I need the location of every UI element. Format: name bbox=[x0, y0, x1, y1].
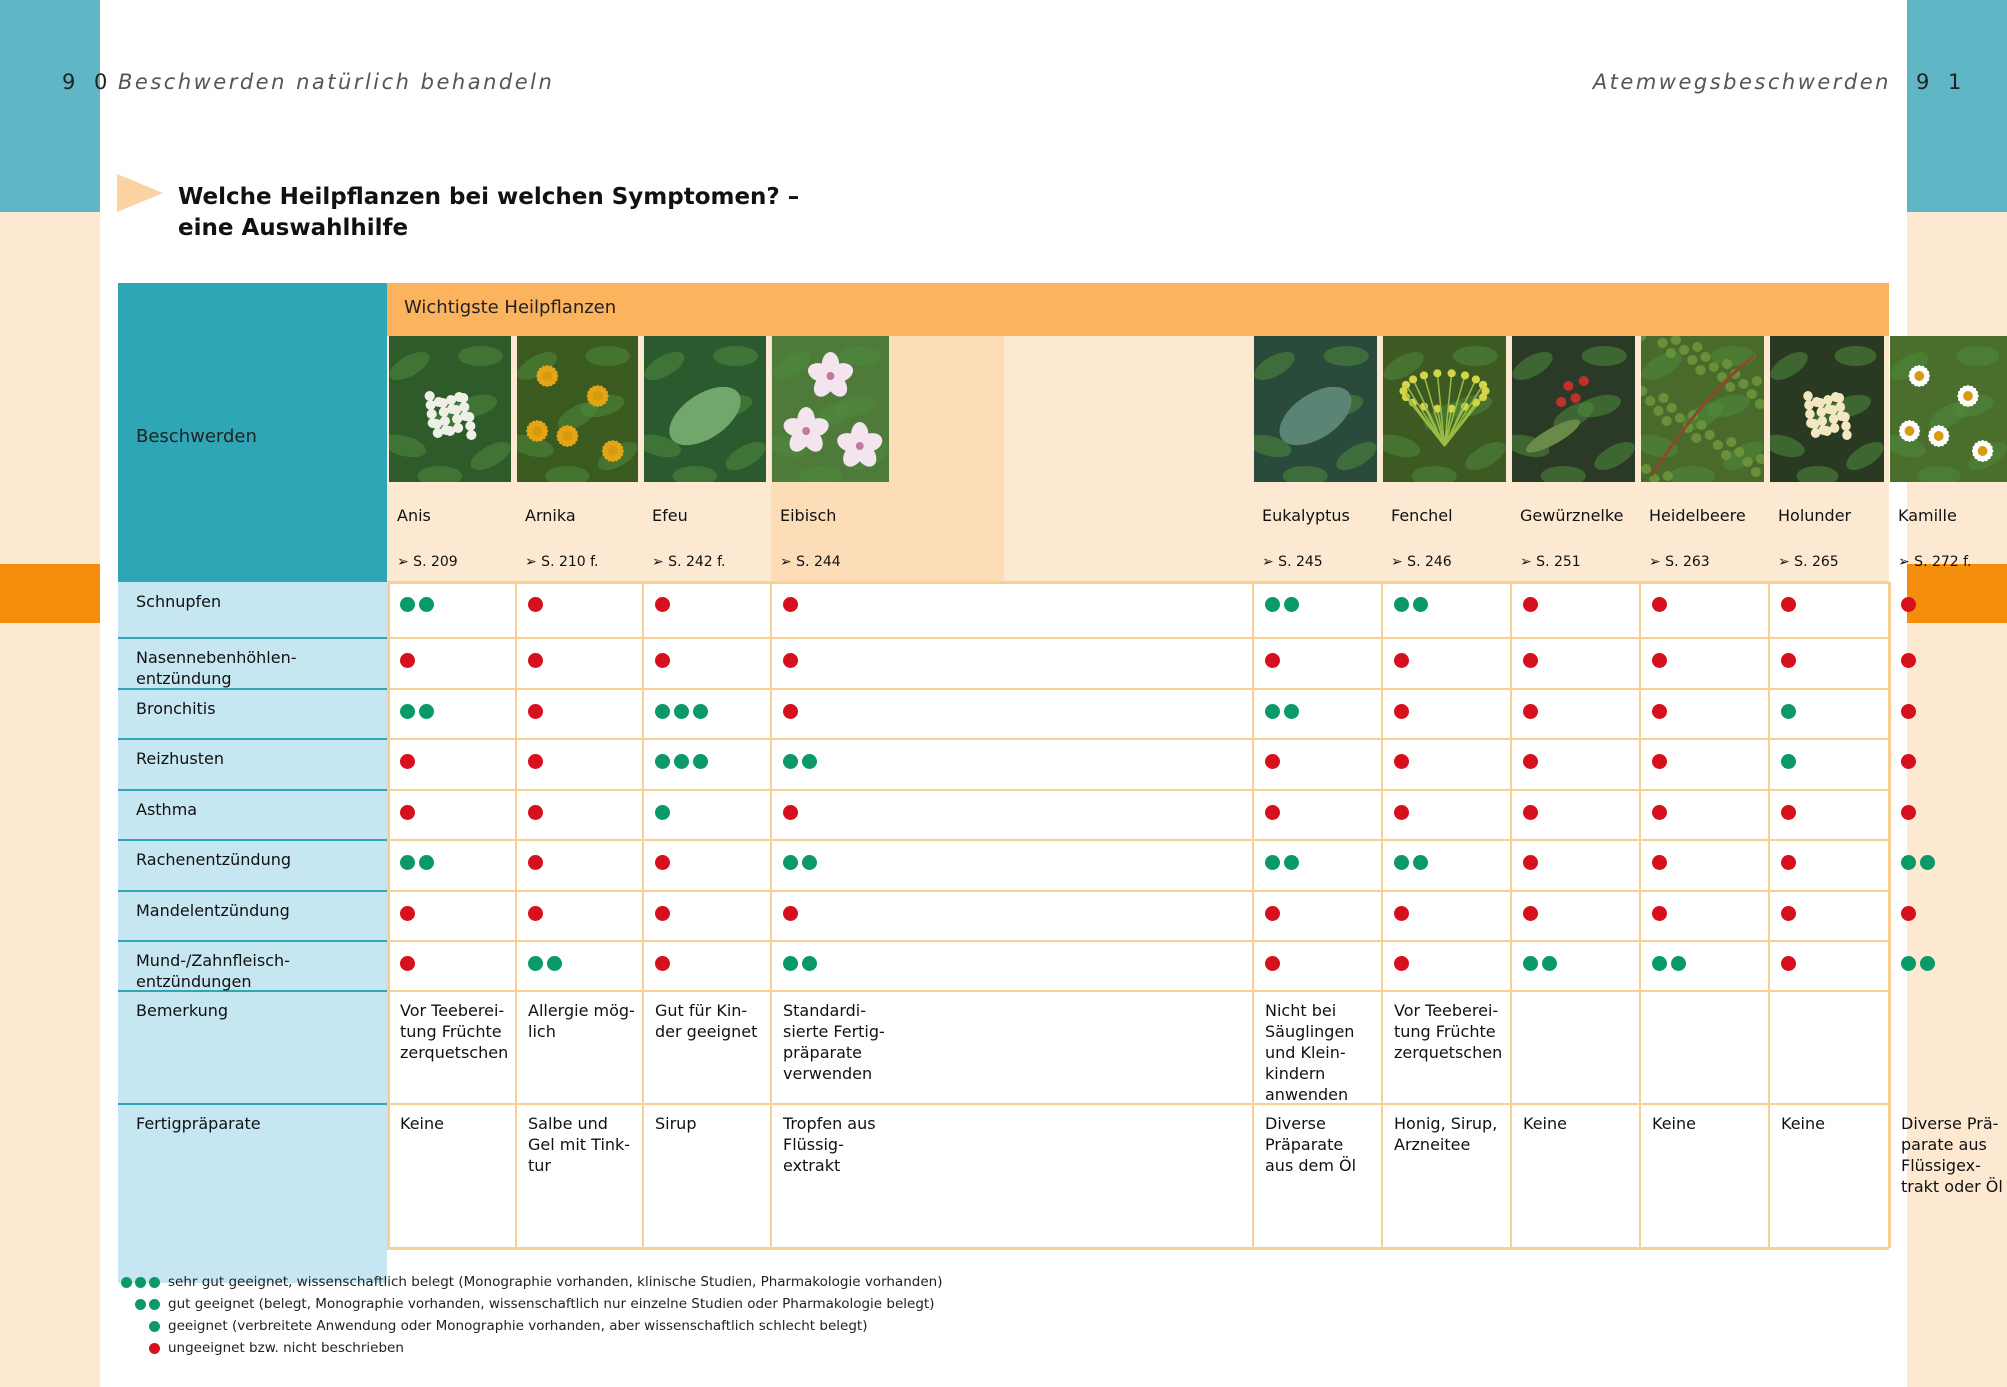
rating-dots bbox=[528, 805, 543, 820]
unsuitable-dot-icon bbox=[1652, 704, 1667, 719]
suitable-dot-icon bbox=[1284, 704, 1299, 719]
rating-dots bbox=[655, 805, 670, 820]
rating-dots bbox=[1265, 754, 1280, 769]
unsuitable-dot-icon bbox=[1265, 906, 1280, 921]
suitable-dot-icon bbox=[1394, 597, 1409, 612]
unsuitable-dot-icon bbox=[1652, 805, 1667, 820]
unsuitable-dot-icon bbox=[1901, 805, 1916, 820]
suitable-dot-icon bbox=[802, 956, 817, 971]
right-page-number: 9 1 bbox=[1916, 70, 1968, 94]
rating-dots bbox=[1901, 855, 1935, 870]
kamille-photo bbox=[1890, 336, 2007, 482]
rating-dots bbox=[1781, 855, 1796, 870]
suitable-dot-icon bbox=[1901, 855, 1916, 870]
fenchel-photo bbox=[1383, 336, 1506, 482]
rating-dots bbox=[1523, 653, 1538, 668]
rating-dots bbox=[400, 855, 434, 870]
right-margin-teal bbox=[1907, 0, 2007, 212]
suitable-dot-icon bbox=[1781, 704, 1796, 719]
legend-dots bbox=[118, 1321, 160, 1332]
plant-page-ref: ➢ S. 265 bbox=[1778, 554, 1839, 570]
product-cell: Keine bbox=[1652, 1114, 1696, 1133]
remark-cell: Allergie mög- lich bbox=[528, 1001, 635, 1041]
unsuitable-dot-icon bbox=[1781, 855, 1796, 870]
unsuitable-dot-icon bbox=[1394, 805, 1409, 820]
unsuitable-dot-icon bbox=[655, 906, 670, 921]
gewuerznelke-photo bbox=[1512, 336, 1635, 482]
symptom-label: Rachenentzündung bbox=[136, 850, 292, 869]
rating-dots bbox=[528, 653, 543, 668]
unsuitable-dot-icon bbox=[783, 704, 798, 719]
rating-dots bbox=[1901, 906, 1916, 921]
rating-dots bbox=[783, 597, 798, 612]
rating-dots bbox=[783, 906, 798, 921]
rating-dots bbox=[1652, 704, 1667, 719]
unsuitable-dot-icon bbox=[1901, 653, 1916, 668]
suitable-dot-icon bbox=[1652, 956, 1667, 971]
grid-hline bbox=[387, 839, 1889, 841]
symptom-label: Mund-/Zahnfleisch- entzündungen bbox=[136, 951, 290, 991]
unsuitable-dot-icon bbox=[1265, 653, 1280, 668]
unsuitable-dot-icon bbox=[1265, 754, 1280, 769]
unsuitable-dot-icon bbox=[1652, 906, 1667, 921]
row-header-divider bbox=[118, 1103, 387, 1105]
suitable-dot-icon bbox=[693, 754, 708, 769]
suitable-dot-icon bbox=[1901, 956, 1916, 971]
grid-hline bbox=[387, 637, 1889, 639]
unsuitable-dot-icon bbox=[1523, 597, 1538, 612]
rating-dots bbox=[1523, 704, 1538, 719]
grid-hline bbox=[387, 789, 1889, 791]
rating-dots bbox=[1781, 805, 1796, 820]
row-header-divider bbox=[118, 940, 387, 942]
suitable-dot-icon bbox=[419, 597, 434, 612]
suitable-dot-icon bbox=[419, 855, 434, 870]
rating-dots bbox=[400, 805, 415, 820]
symptom-label: Bronchitis bbox=[136, 699, 216, 718]
unsuitable-dot-icon bbox=[528, 597, 543, 612]
unsuitable-dot-icon bbox=[783, 805, 798, 820]
rating-dots bbox=[400, 956, 415, 971]
rating-dots bbox=[1901, 597, 1916, 612]
plant-name: Anis bbox=[397, 506, 431, 525]
unsuitable-dot-icon bbox=[1523, 653, 1538, 668]
suitable-dot-icon bbox=[802, 754, 817, 769]
suitable-dot-icon bbox=[149, 1299, 160, 1310]
suitable-dot-icon bbox=[1413, 597, 1428, 612]
row-header-divider bbox=[118, 738, 387, 740]
plants-header-label: Wichtigste Heilpflanzen bbox=[404, 297, 617, 318]
rating-dots bbox=[1652, 754, 1667, 769]
unsuitable-dot-icon bbox=[528, 855, 543, 870]
heidelbeere-photo bbox=[1641, 336, 1764, 482]
rating-dots bbox=[528, 704, 543, 719]
left-page-number: 9 0 bbox=[62, 70, 114, 94]
page-title bbox=[178, 182, 799, 244]
legend-text: gut geeignet (belegt, Monographie vorhanden, wissenschaftlich nur einzelne Studien oder Pharmakologie belegt) bbox=[168, 1296, 935, 1312]
rating-dots bbox=[400, 704, 434, 719]
suitable-dot-icon bbox=[400, 855, 415, 870]
right-margin-orange-band bbox=[1907, 564, 2007, 623]
grid-hline bbox=[387, 1103, 1889, 1105]
left-running-title: Beschwerden natürlich behandeln bbox=[118, 70, 555, 94]
grid-vline bbox=[515, 582, 517, 1248]
suitable-dot-icon bbox=[783, 956, 798, 971]
plant-page-ref: ➢ S. 244 bbox=[780, 554, 841, 570]
unsuitable-dot-icon bbox=[528, 906, 543, 921]
plant-name: Eibisch bbox=[780, 506, 837, 525]
grid-vline bbox=[1888, 582, 1891, 1248]
legend-dots bbox=[118, 1277, 160, 1288]
rating-dots bbox=[1394, 754, 1409, 769]
rating-dots bbox=[1394, 805, 1409, 820]
row-header-divider bbox=[118, 789, 387, 791]
grid-vline bbox=[1510, 582, 1512, 1248]
plant-page-ref: ➢ S. 263 bbox=[1649, 554, 1710, 570]
rating-dots bbox=[1523, 597, 1538, 612]
rating-dots bbox=[1781, 754, 1796, 769]
plant-page-ref: ➢ S. 209 bbox=[397, 554, 458, 570]
rating-dots bbox=[655, 597, 670, 612]
unsuitable-dot-icon bbox=[528, 805, 543, 820]
unsuitable-dot-icon bbox=[528, 653, 543, 668]
plant-name: Holunder bbox=[1778, 506, 1852, 525]
suitable-dot-icon bbox=[419, 704, 434, 719]
right-running-title: Atemwegsbeschwerden bbox=[1592, 70, 1891, 94]
grid-hline bbox=[387, 940, 1889, 942]
suitable-dot-icon bbox=[655, 754, 670, 769]
suitable-dot-icon bbox=[1781, 754, 1796, 769]
unsuitable-dot-icon bbox=[1781, 805, 1796, 820]
suitable-dot-icon bbox=[149, 1321, 160, 1332]
unsuitable-dot-icon bbox=[528, 754, 543, 769]
rating-dots bbox=[1265, 704, 1299, 719]
rating-dots bbox=[1523, 805, 1538, 820]
legend-text: geeignet (verbreitete Anwendung oder Monographie vorhanden, aber wissenschaftlich schlecht belegt) bbox=[168, 1318, 868, 1334]
grid-vline bbox=[387, 582, 390, 1248]
rating-dots bbox=[1265, 597, 1299, 612]
rating-dots bbox=[655, 956, 670, 971]
suitable-dot-icon bbox=[783, 855, 798, 870]
suitable-dot-icon bbox=[1671, 956, 1686, 971]
suitable-dot-icon bbox=[1284, 597, 1299, 612]
plant-page-ref: ➢ S. 251 bbox=[1520, 554, 1581, 570]
unsuitable-dot-icon bbox=[783, 906, 798, 921]
grid-hline bbox=[387, 990, 1889, 992]
plant-name: Efeu bbox=[652, 506, 688, 525]
product-cell: Diverse Präparate aus dem Öl bbox=[1265, 1114, 1357, 1175]
left-margin-teal bbox=[0, 0, 100, 212]
suitable-dot-icon bbox=[655, 805, 670, 820]
legend-item bbox=[118, 1318, 867, 1334]
rating-dots bbox=[783, 956, 817, 971]
rating-dots bbox=[1394, 597, 1428, 612]
rating-dots bbox=[400, 906, 415, 921]
unsuitable-dot-icon bbox=[1394, 956, 1409, 971]
efeu-photo bbox=[644, 336, 766, 482]
legend-item bbox=[118, 1296, 934, 1312]
unsuitable-dot-icon bbox=[1901, 597, 1916, 612]
unsuitable-dot-icon bbox=[1523, 855, 1538, 870]
unsuitable-dot-icon bbox=[400, 754, 415, 769]
plant-name: Fenchel bbox=[1391, 506, 1453, 525]
rating-dots bbox=[1652, 653, 1667, 668]
suitable-dot-icon bbox=[400, 704, 415, 719]
plant-page-ref: ➢ S. 210 f. bbox=[525, 554, 599, 570]
plant-page-ref: ➢ S. 242 f. bbox=[652, 554, 726, 570]
plant-page-ref: ➢ S. 245 bbox=[1262, 554, 1323, 570]
suitable-dot-icon bbox=[674, 754, 689, 769]
unsuitable-dot-icon bbox=[149, 1343, 160, 1354]
grid-vline bbox=[770, 582, 772, 1248]
unsuitable-dot-icon bbox=[1652, 754, 1667, 769]
legend-item bbox=[118, 1274, 942, 1290]
rating-dots bbox=[1265, 855, 1299, 870]
symptom-label: Schnupfen bbox=[136, 592, 222, 611]
rating-dots bbox=[1394, 704, 1409, 719]
rating-dots bbox=[1781, 653, 1796, 668]
unsuitable-dot-icon bbox=[1781, 653, 1796, 668]
legend-dots bbox=[118, 1343, 160, 1354]
unsuitable-dot-icon bbox=[528, 704, 543, 719]
unsuitable-dot-icon bbox=[1394, 906, 1409, 921]
suitable-dot-icon bbox=[1542, 956, 1557, 971]
symptom-label: Nasennebenhöhlen- entzündung bbox=[136, 648, 297, 688]
left-margin-orange-band bbox=[0, 564, 100, 623]
remark-cell: Vor Teeberei- tung Früchte zerquetschen bbox=[400, 1001, 509, 1062]
unsuitable-dot-icon bbox=[1901, 704, 1916, 719]
grid-hline bbox=[387, 1247, 1889, 1250]
rating-dots bbox=[655, 754, 708, 769]
rating-dots bbox=[1394, 906, 1409, 921]
suitable-dot-icon bbox=[528, 956, 543, 971]
unsuitable-dot-icon bbox=[1901, 754, 1916, 769]
rating-dots bbox=[1523, 754, 1538, 769]
product-cell: Keine bbox=[400, 1114, 444, 1133]
grid-hline bbox=[387, 890, 1889, 892]
row-header-divider bbox=[118, 890, 387, 892]
unsuitable-dot-icon bbox=[1523, 754, 1538, 769]
rating-dots bbox=[1652, 597, 1667, 612]
unsuitable-dot-icon bbox=[1394, 704, 1409, 719]
remark-label: Bemerkung bbox=[136, 1001, 229, 1020]
eukalyptus-photo bbox=[1254, 336, 1377, 482]
suitable-dot-icon bbox=[1394, 855, 1409, 870]
rating-dots bbox=[1523, 855, 1538, 870]
plant-name: Gewürznelke bbox=[1520, 506, 1624, 525]
plant-name: Eukalyptus bbox=[1262, 506, 1350, 525]
product-cell: Keine bbox=[1781, 1114, 1825, 1133]
rating-dots bbox=[1781, 906, 1796, 921]
unsuitable-dot-icon bbox=[1652, 597, 1667, 612]
unsuitable-dot-icon bbox=[783, 597, 798, 612]
rating-dots bbox=[1652, 805, 1667, 820]
row-header-divider bbox=[118, 637, 387, 639]
grid-vline bbox=[1252, 582, 1254, 1248]
rating-dots bbox=[528, 597, 543, 612]
rating-dots bbox=[783, 855, 817, 870]
suitable-dot-icon bbox=[547, 956, 562, 971]
symptom-label: Asthma bbox=[136, 800, 198, 819]
rating-dots bbox=[1781, 956, 1796, 971]
rating-dots bbox=[1652, 855, 1667, 870]
symptom-label: Mandelentzündung bbox=[136, 901, 290, 920]
page-title-line-1: Welche Heilpflanzen bei welchen Symptomen? – bbox=[178, 184, 800, 210]
rating-dots bbox=[783, 653, 798, 668]
grid-hline bbox=[387, 581, 1889, 584]
product-cell: Diverse Prä- parate aus Flüssigex- trakt oder Öl bbox=[1901, 1114, 2003, 1196]
suitable-dot-icon bbox=[1413, 855, 1428, 870]
rating-dots bbox=[528, 754, 543, 769]
grid-vline bbox=[1768, 582, 1770, 1248]
unsuitable-dot-icon bbox=[1901, 906, 1916, 921]
rating-dots bbox=[1265, 906, 1280, 921]
suitable-dot-icon bbox=[1920, 956, 1935, 971]
eibisch-photo bbox=[772, 336, 889, 482]
unsuitable-dot-icon bbox=[655, 653, 670, 668]
suitable-dot-icon bbox=[135, 1299, 146, 1310]
suitable-dot-icon bbox=[1920, 855, 1935, 870]
rating-dots bbox=[655, 855, 670, 870]
plant-page-ref: ➢ S. 246 bbox=[1391, 554, 1452, 570]
rating-dots bbox=[528, 906, 543, 921]
suitable-dot-icon bbox=[149, 1277, 160, 1288]
plant-page-ref: ➢ S. 272 f. bbox=[1898, 554, 1972, 570]
products-label: Fertigpräparate bbox=[136, 1114, 261, 1133]
suitable-dot-icon bbox=[655, 704, 670, 719]
legend-text: ungeeignet bzw. nicht beschrieben bbox=[168, 1340, 404, 1356]
title-arrow-icon bbox=[117, 174, 163, 212]
suitable-dot-icon bbox=[121, 1277, 132, 1288]
unsuitable-dot-icon bbox=[783, 653, 798, 668]
row-header-divider bbox=[118, 839, 387, 841]
suitable-dot-icon bbox=[693, 704, 708, 719]
rating-dots bbox=[1523, 956, 1557, 971]
rating-dots bbox=[1901, 805, 1916, 820]
unsuitable-dot-icon bbox=[400, 653, 415, 668]
suitable-dot-icon bbox=[1265, 855, 1280, 870]
plant-name: Heidelbeere bbox=[1649, 506, 1746, 525]
rating-dots bbox=[655, 704, 708, 719]
unsuitable-dot-icon bbox=[1652, 855, 1667, 870]
rating-dots bbox=[400, 754, 415, 769]
remark-cell: Nicht bei Säuglingen und Klein- kindern anwenden bbox=[1265, 1001, 1355, 1104]
row-header-label: Beschwerden bbox=[136, 426, 257, 447]
symptom-label: Reizhusten bbox=[136, 749, 224, 768]
suitable-dot-icon bbox=[1284, 855, 1299, 870]
rating-dots bbox=[528, 855, 543, 870]
rating-dots bbox=[400, 653, 415, 668]
plant-name: Kamille bbox=[1898, 506, 1957, 525]
unsuitable-dot-icon bbox=[1523, 906, 1538, 921]
plant-name: Arnika bbox=[525, 506, 576, 525]
rating-dots bbox=[655, 906, 670, 921]
rating-dots bbox=[1901, 653, 1916, 668]
arnika-photo bbox=[517, 336, 638, 482]
grid-hline bbox=[387, 688, 1889, 690]
suitable-dot-icon bbox=[783, 754, 798, 769]
grid-vline bbox=[642, 582, 644, 1248]
unsuitable-dot-icon bbox=[1781, 956, 1796, 971]
rating-dots bbox=[1901, 754, 1916, 769]
legend-dots bbox=[118, 1299, 160, 1310]
rating-dots bbox=[1652, 906, 1667, 921]
unsuitable-dot-icon bbox=[400, 956, 415, 971]
unsuitable-dot-icon bbox=[1523, 704, 1538, 719]
grid-vline bbox=[1639, 582, 1641, 1248]
unsuitable-dot-icon bbox=[1523, 805, 1538, 820]
unsuitable-dot-icon bbox=[655, 956, 670, 971]
remark-cell: Standardi- sierte Fertig- präparate verwenden bbox=[783, 1001, 885, 1083]
product-cell: Tropfen aus Flüssig- extrakt bbox=[783, 1114, 876, 1175]
unsuitable-dot-icon bbox=[1265, 805, 1280, 820]
unsuitable-dot-icon bbox=[400, 906, 415, 921]
rating-dots bbox=[1781, 704, 1796, 719]
rating-dots bbox=[1394, 956, 1409, 971]
rating-dots bbox=[400, 597, 434, 612]
rating-dots bbox=[1901, 956, 1935, 971]
anis-photo bbox=[389, 336, 511, 482]
rating-dots bbox=[1652, 956, 1686, 971]
rating-dots bbox=[783, 805, 798, 820]
product-cell: Sirup bbox=[655, 1114, 697, 1133]
rating-dots bbox=[783, 704, 798, 719]
rating-dots bbox=[1394, 855, 1428, 870]
rating-dots bbox=[528, 956, 562, 971]
rating-dots bbox=[1523, 906, 1538, 921]
product-cell: Keine bbox=[1523, 1114, 1567, 1133]
suitable-dot-icon bbox=[1523, 956, 1538, 971]
rating-dots bbox=[1265, 805, 1280, 820]
product-cell: Salbe und Gel mit Tink- tur bbox=[528, 1114, 631, 1175]
suitable-dot-icon bbox=[674, 704, 689, 719]
unsuitable-dot-icon bbox=[655, 855, 670, 870]
suitable-dot-icon bbox=[135, 1277, 146, 1288]
suitable-dot-icon bbox=[802, 855, 817, 870]
suitable-dot-icon bbox=[400, 597, 415, 612]
rating-dots bbox=[1781, 597, 1796, 612]
unsuitable-dot-icon bbox=[1265, 956, 1280, 971]
unsuitable-dot-icon bbox=[400, 805, 415, 820]
unsuitable-dot-icon bbox=[1394, 754, 1409, 769]
suitable-dot-icon bbox=[1265, 597, 1280, 612]
grid-vline bbox=[1381, 582, 1383, 1248]
rating-dots bbox=[1265, 653, 1280, 668]
rating-dots bbox=[1265, 956, 1280, 971]
holunder-photo bbox=[1770, 336, 1884, 482]
unsuitable-dot-icon bbox=[1781, 597, 1796, 612]
remark-cell: Gut für Kin- der geeignet bbox=[655, 1001, 758, 1041]
unsuitable-dot-icon bbox=[655, 597, 670, 612]
legend-text: sehr gut geeignet, wissenschaftlich belegt (Monographie vorhanden, klinische Studien, Pharmakologie vorhanden) bbox=[168, 1274, 943, 1290]
unsuitable-dot-icon bbox=[1394, 653, 1409, 668]
rating-dots bbox=[783, 754, 817, 769]
grid-hline bbox=[387, 738, 1889, 740]
rating-dots bbox=[1901, 704, 1916, 719]
unsuitable-dot-icon bbox=[1781, 906, 1796, 921]
page-title-line-2: eine Auswahlhilfe bbox=[178, 215, 409, 241]
rating-dots bbox=[1394, 653, 1409, 668]
suitable-dot-icon bbox=[1265, 704, 1280, 719]
unsuitable-dot-icon bbox=[1652, 653, 1667, 668]
rating-dots bbox=[655, 653, 670, 668]
legend-item bbox=[118, 1340, 404, 1356]
remark-cell: Vor Teeberei- tung Früchte zerquetschen bbox=[1394, 1001, 1503, 1062]
product-cell: Honig, Sirup, Arzneitee bbox=[1394, 1114, 1498, 1154]
